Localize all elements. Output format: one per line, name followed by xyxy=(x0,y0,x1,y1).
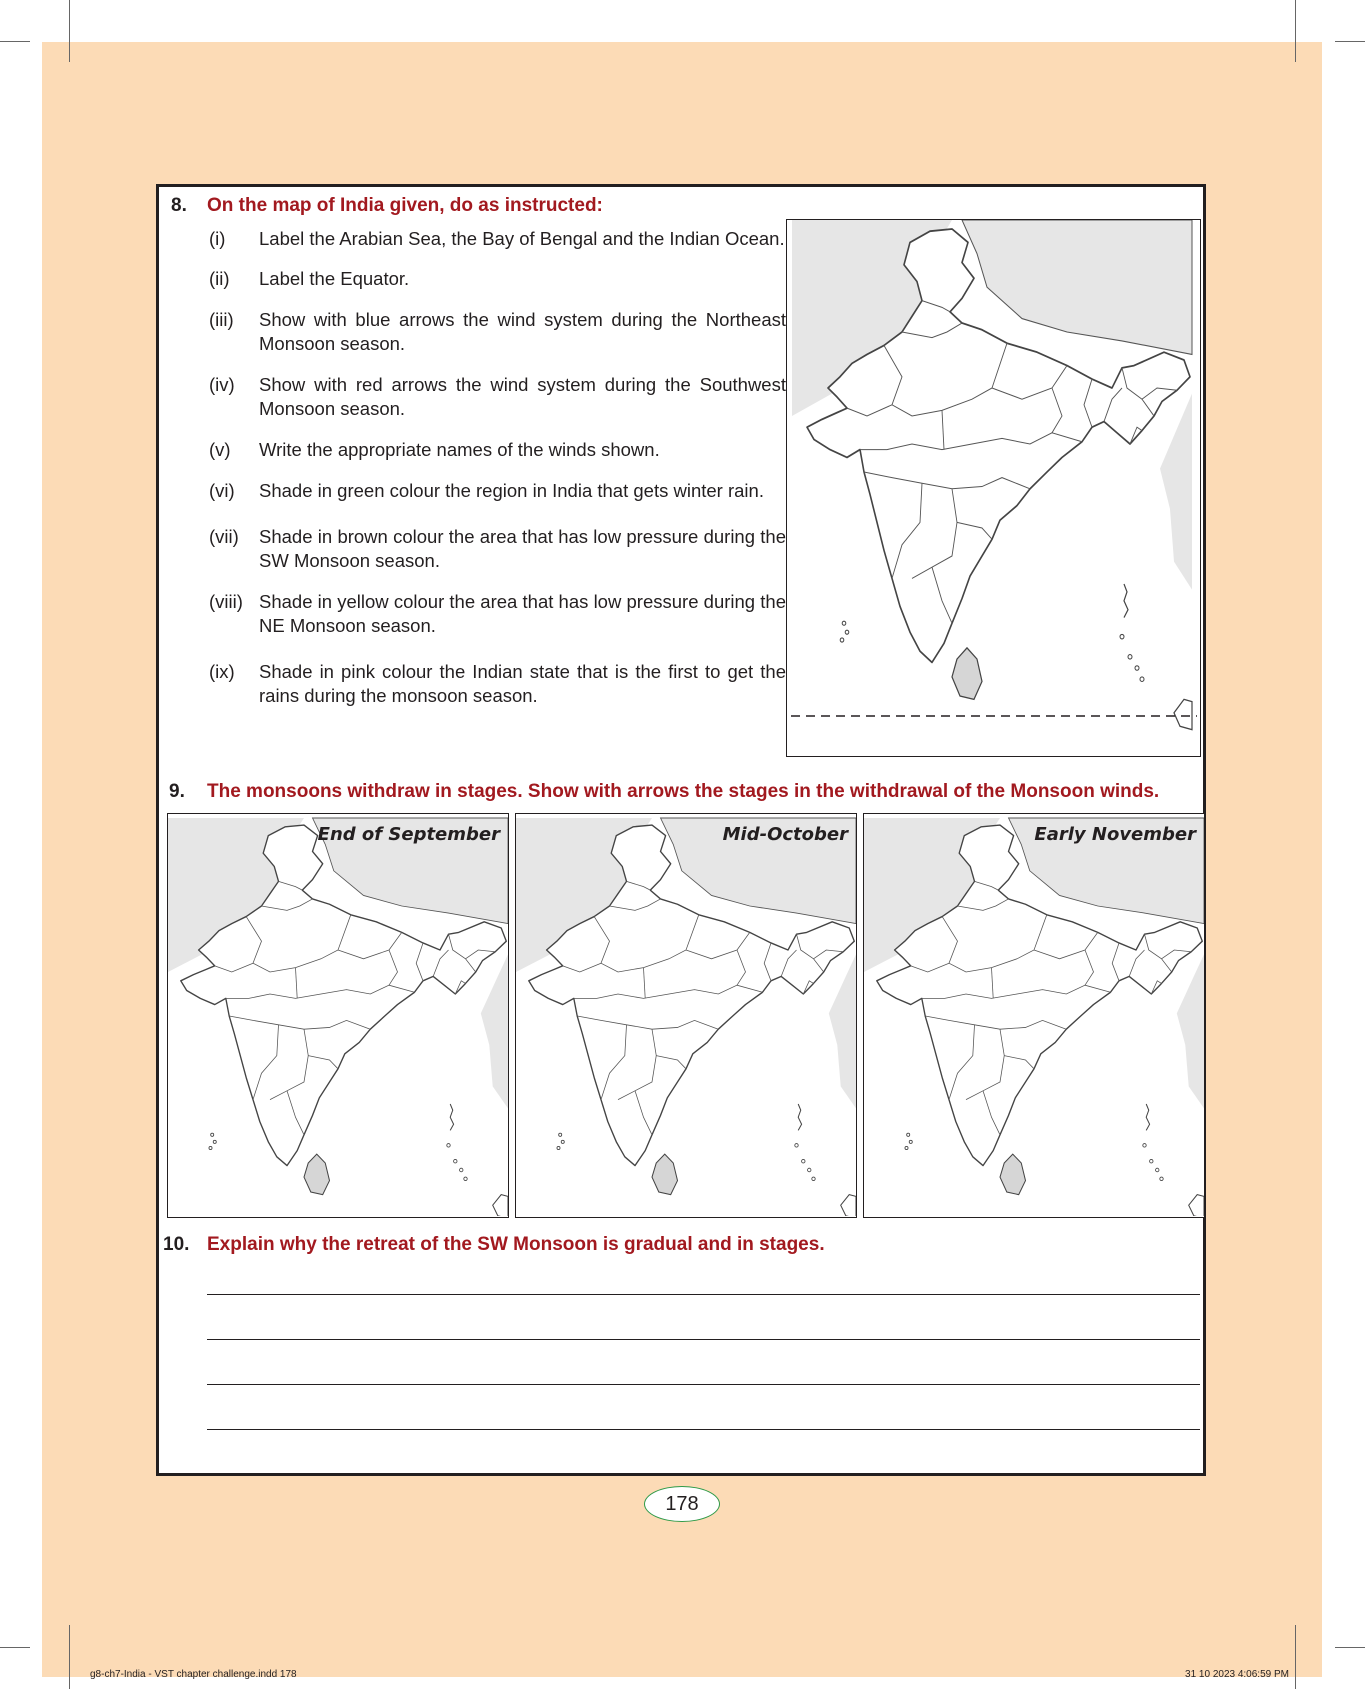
answer-line[interactable] xyxy=(207,1384,1200,1385)
q8-instruction-list xyxy=(209,227,786,708)
list-item xyxy=(209,308,786,356)
india-outline-map xyxy=(516,814,856,1216)
map-mid-october[interactable] xyxy=(515,813,857,1218)
q10-number: 10. xyxy=(163,1234,190,1255)
footer-timestamp: 31 10 2023 4:06:59 PM xyxy=(1185,1669,1289,1680)
footer-file-slug: g8-ch7-India - VST chapter challenge.indd 178 xyxy=(90,1669,297,1680)
list-item xyxy=(209,373,786,421)
map-caption: Early November xyxy=(1034,824,1196,845)
q8-number: 8. xyxy=(171,195,187,216)
list-item xyxy=(209,525,786,573)
crop-mark xyxy=(0,1647,30,1648)
item-text: Show with blue arrows the wind system during the Northeast Monsoon season. xyxy=(259,309,786,354)
list-item xyxy=(209,479,786,503)
q9-title: The monsoons withdraw in stages. Show with arrows the stages in the withdrawal of the Monsoon winds. xyxy=(207,781,1160,802)
india-outline-map xyxy=(168,814,508,1216)
item-text: Shade in yellow colour the area that has low pressure during the NE Monsoon season. xyxy=(259,591,786,636)
page-number-badge xyxy=(644,1486,720,1522)
map-end-of-september[interactable] xyxy=(167,813,509,1218)
list-item xyxy=(209,267,786,291)
answer-line[interactable] xyxy=(207,1473,1200,1474)
q8-india-map[interactable] xyxy=(786,219,1201,757)
worksheet-panel xyxy=(156,184,1206,1476)
item-text: Write the appropriate names of the winds shown. xyxy=(259,439,660,460)
list-item xyxy=(209,660,786,708)
crop-mark xyxy=(1295,0,1296,62)
crop-mark xyxy=(0,41,30,42)
item-numeral: (v) xyxy=(209,439,231,460)
item-text: Label the Equator. xyxy=(259,268,410,289)
item-numeral: (viii) xyxy=(209,591,243,612)
item-numeral: (iv) xyxy=(209,374,235,395)
map-early-november[interactable] xyxy=(863,813,1205,1218)
answer-line[interactable] xyxy=(207,1294,1200,1295)
item-numeral: (ii) xyxy=(209,268,230,289)
crop-mark xyxy=(1335,41,1365,42)
india-outline-map xyxy=(864,814,1204,1216)
item-text: Show with red arrows the wind system during the Southwest Monsoon season. xyxy=(259,374,786,419)
q10-title: Explain why the retreat of the SW Monsoon is gradual and in stages. xyxy=(207,1234,825,1255)
q9-number: 9. xyxy=(169,781,185,802)
crop-mark xyxy=(69,1625,70,1689)
crop-mark xyxy=(1335,1647,1365,1648)
item-numeral: (iii) xyxy=(209,309,234,330)
item-text: Label the Arabian Sea, the Bay of Bengal and the Indian Ocean. xyxy=(259,228,785,249)
map-caption: Mid-October xyxy=(722,824,848,845)
india-outline-map xyxy=(787,220,1199,755)
answer-line[interactable] xyxy=(207,1339,1200,1340)
item-numeral: (ix) xyxy=(209,661,235,682)
map-caption: End of September xyxy=(317,824,500,845)
q8-title: On the map of India given, do as instructed: xyxy=(207,195,603,216)
item-numeral: (vi) xyxy=(209,480,235,501)
item-text: Shade in brown colour the area that has low pressure during the SW Monsoon season. xyxy=(259,526,786,571)
item-numeral: (vii) xyxy=(209,526,239,547)
list-item xyxy=(209,590,786,638)
item-text: Shade in green colour the region in India that gets winter rain. xyxy=(259,480,764,501)
crop-mark xyxy=(1295,1625,1296,1689)
answer-line[interactable] xyxy=(207,1429,1200,1430)
crop-mark xyxy=(69,0,70,62)
list-item xyxy=(209,438,786,462)
item-text: Shade in pink colour the Indian state that is the first to get the rains during the monsoon season. xyxy=(259,661,786,706)
item-numeral: (i) xyxy=(209,228,226,249)
page-number: 178 xyxy=(665,1492,699,1515)
list-item xyxy=(209,227,786,251)
